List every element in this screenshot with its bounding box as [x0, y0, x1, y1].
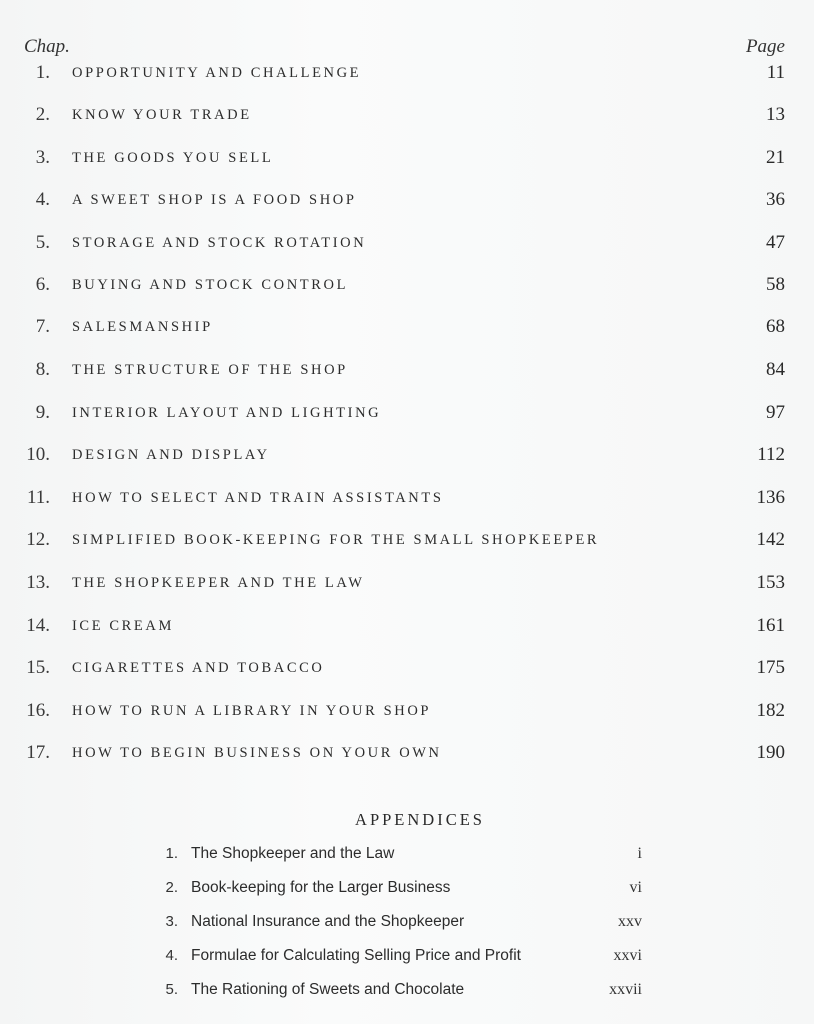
appendix-page: xxvi [613, 947, 642, 964]
chapter-number: 16. [26, 700, 50, 721]
appendix-title: The Rationing of Sweets and Chocolate [191, 981, 465, 998]
chapter-page: 97 [766, 402, 785, 423]
chapter-title: STORAGE AND STOCK ROTATION [72, 235, 367, 251]
chapter-number: 9. [35, 402, 50, 423]
chapter-page: 136 [756, 487, 785, 508]
appendix-number: 2. [165, 879, 178, 896]
appendix-title: Formulae for Calculating Selling Price and Profit [191, 947, 521, 964]
appendix-page: i [637, 845, 642, 862]
toc-row [0, 96, 814, 138]
chapter-number: 2. [35, 104, 50, 125]
chapter-number: 15. [26, 657, 50, 678]
chapter-page: 68 [766, 316, 785, 337]
chapter-number: 6. [35, 274, 50, 295]
page-column-header: Page [745, 36, 785, 57]
toc-row [0, 181, 814, 223]
chapter-number: 7. [35, 316, 50, 337]
appendix-page: xxvii [609, 981, 642, 998]
chapter-page: 84 [766, 359, 785, 380]
chapter-page: 153 [756, 572, 785, 593]
chapter-page: 47 [766, 232, 785, 253]
appendix-number: 1. [165, 845, 178, 862]
chapter-title: HOW TO RUN A LIBRARY IN YOUR SHOP [72, 703, 432, 719]
chapter-number: 8. [35, 359, 50, 380]
toc-row [0, 564, 814, 606]
chapter-page: 161 [756, 615, 785, 636]
toc-row [0, 692, 814, 734]
chapter-title: A SWEET SHOP IS A FOOD SHOP [72, 192, 357, 208]
chapter-number: 13. [26, 572, 50, 593]
chapter-number: 10. [26, 444, 50, 465]
appendix-number: 5. [165, 981, 178, 998]
chapter-title: HOW TO BEGIN BUSINESS ON YOUR OWN [72, 745, 442, 761]
appendix-page: vi [629, 879, 642, 896]
chapter-page: 112 [757, 444, 785, 465]
toc-row [0, 607, 814, 649]
toc-row [0, 266, 814, 308]
toc-row [0, 139, 814, 181]
chapter-column-header: Chap. [24, 36, 70, 57]
chapter-number: 17. [26, 742, 50, 763]
chapter-page: 13 [766, 104, 785, 125]
toc-row [0, 734, 814, 776]
chapter-number: 3. [35, 147, 50, 168]
appendix-title: National Insurance and the Shopkeeper [191, 913, 465, 930]
toc-row [0, 436, 814, 478]
appendix-title: Book-keeping for the Larger Business [191, 879, 451, 896]
chapter-page: 21 [766, 147, 785, 168]
chapter-number: 11. [26, 487, 50, 508]
appendices-heading: APPENDICES [355, 810, 485, 829]
appendix-title: The Shopkeeper and the Law [191, 845, 395, 862]
chapter-title: SIMPLIFIED BOOK-KEEPING FOR THE SMALL SHOPKEEPER [72, 532, 600, 548]
appendix-row [0, 845, 814, 875]
chapter-title: INTERIOR LAYOUT AND LIGHTING [72, 405, 382, 421]
chapter-title: CIGARETTES AND TOBACCO [72, 660, 325, 676]
chapter-title: ICE CREAM [72, 618, 174, 634]
chapter-page: 175 [756, 657, 785, 678]
chapter-title: THE STRUCTURE OF THE SHOP [72, 362, 348, 378]
chapter-number: 4. [35, 189, 50, 210]
appendix-number: 3. [165, 913, 178, 930]
appendix-row [0, 913, 814, 943]
toc-row [0, 224, 814, 266]
chapter-page: 182 [756, 700, 785, 721]
chapter-number: 14. [26, 615, 50, 636]
chapter-title: SALESMANSHIP [72, 319, 213, 335]
chapter-page: 190 [756, 742, 785, 763]
chapter-page: 142 [756, 529, 785, 550]
toc-row [0, 521, 814, 563]
chapter-page: 36 [766, 189, 785, 210]
chapter-page: 11 [766, 62, 785, 83]
chapter-number: 1. [35, 62, 50, 83]
appendix-row [0, 879, 814, 909]
chapter-title: KNOW YOUR TRADE [72, 107, 252, 123]
toc-row [0, 394, 814, 436]
toc-row [0, 479, 814, 521]
chapter-page: 58 [766, 274, 785, 295]
toc-row [0, 54, 814, 96]
chapter-title: HOW TO SELECT AND TRAIN ASSISTANTS [72, 490, 444, 506]
chapter-number: 5. [35, 232, 50, 253]
chapter-title: DESIGN AND DISPLAY [72, 447, 270, 463]
chapter-number: 12. [26, 529, 50, 550]
appendix-row [0, 947, 814, 977]
appendix-row [0, 981, 814, 1011]
toc-row [0, 308, 814, 350]
chapter-title: BUYING AND STOCK CONTROL [72, 277, 349, 293]
toc-row [0, 649, 814, 691]
toc-row [0, 351, 814, 393]
chapter-title: OPPORTUNITY AND CHALLENGE [72, 65, 362, 81]
appendix-number: 4. [165, 947, 178, 964]
appendix-page: xxv [618, 913, 642, 930]
chapter-title: THE SHOPKEEPER AND THE LAW [72, 575, 365, 591]
chapter-title: THE GOODS YOU SELL [72, 150, 274, 166]
